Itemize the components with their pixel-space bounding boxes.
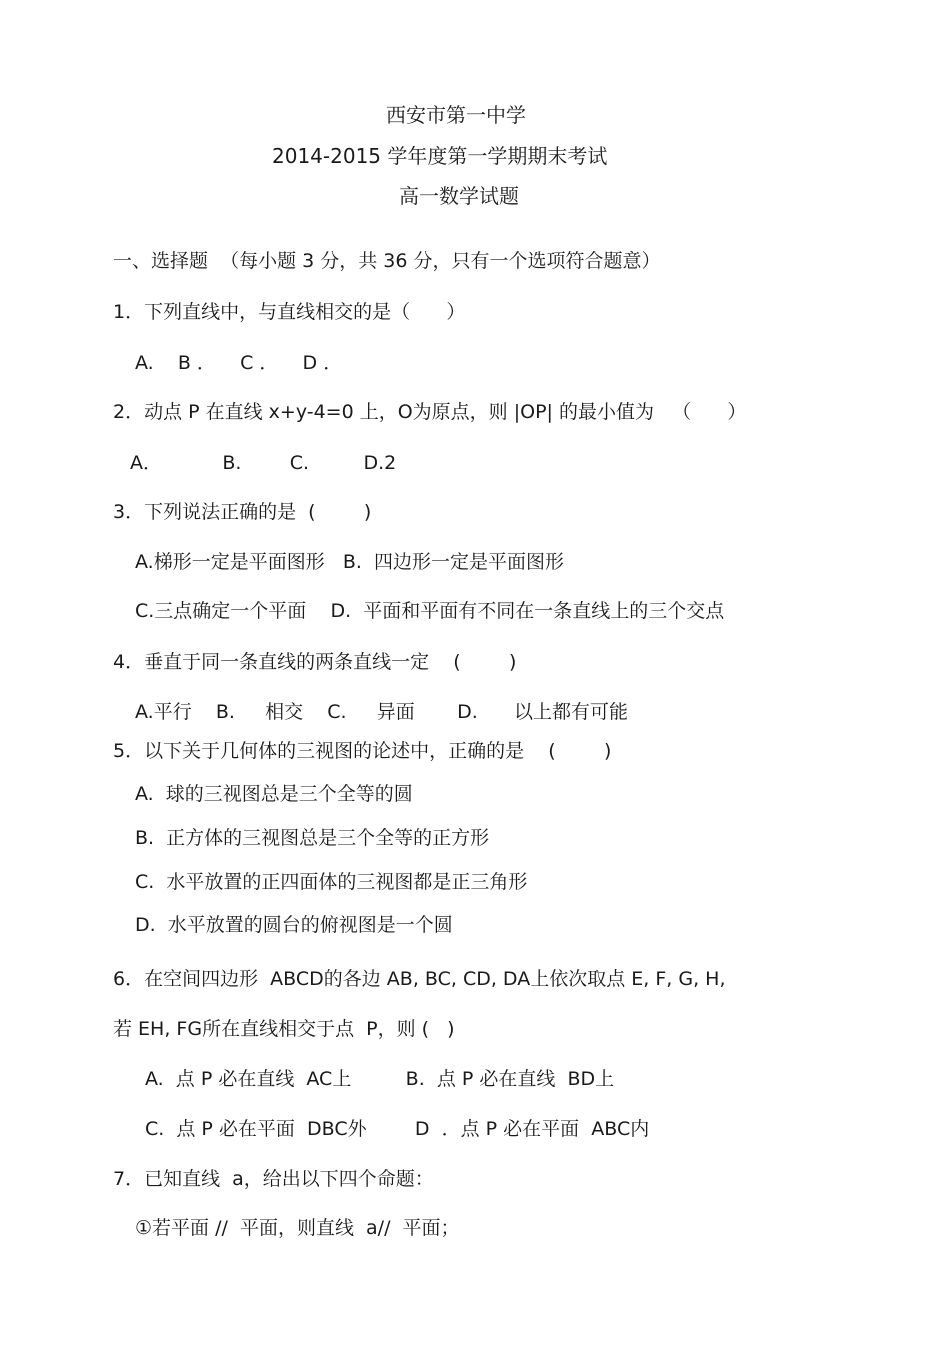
question-6-stem: 6．在空间四边形 ABCD的各边 AB, BC, CD, DA上依次取点 E, F, G, H, bbox=[113, 968, 726, 990]
subject-title: 高一数学试题 bbox=[399, 184, 519, 208]
question-2-stem: 2．动点 P 在直线 x+y-4=0 上，O为原点，则 |OP| 的最小值为 （ ） bbox=[113, 401, 747, 423]
question-7-proposition-1: ①若平面 // 平面，则直线 a// 平面； bbox=[135, 1217, 460, 1239]
school-name: 西安市第一中学 bbox=[386, 103, 526, 127]
question-6-stem-cont: 若 EH, FG所在直线相交于点 P，则 ( ) bbox=[113, 1018, 455, 1040]
section-heading: 一、选择题 （每小题 3 分，共 36 分，只有一个选项符合题意） bbox=[113, 250, 661, 272]
question-1-stem: 1．下列直线中，与直线相交的是（ ） bbox=[113, 301, 466, 323]
question-5-option-d: D. 水平放置的圆台的俯视图是一个圆 bbox=[135, 914, 453, 936]
question-5-stem: 5．以下关于几何体的三视图的论述中，正确的是 ( ) bbox=[113, 740, 612, 762]
question-6-option-cd: C. 点 P 必在平面 DBC外 D ．点 P 必在平面 ABC内 bbox=[145, 1118, 650, 1140]
question-5-option-c: C. 水平放置的正四面体的三视图都是正三角形 bbox=[135, 871, 528, 893]
question-4-options: A.平行 B. 相交 C. 异面 D. 以上都有可能 bbox=[135, 701, 628, 723]
question-3-stem: 3．下列说法正确的是 ( ) bbox=[113, 501, 372, 523]
question-4-stem: 4．垂直于同一条直线的两条直线一定 ( ) bbox=[113, 651, 517, 673]
question-3-option-cd: C.三点确定一个平面 D. 平面和平面有不同在一条直线上的三个交点 bbox=[135, 600, 725, 622]
exam-title: 2014-2015 学年度第一学期期末考试 bbox=[272, 144, 608, 168]
question-6-option-ab: A. 点 P 必在直线 AC上 B. 点 P 必在直线 BD上 bbox=[145, 1068, 615, 1090]
question-5-option-a: A. 球的三视图总是三个全等的圆 bbox=[135, 783, 413, 805]
question-3-option-ab: A.梯形一定是平面图形 B. 四边形一定是平面图形 bbox=[135, 551, 564, 573]
question-7-stem: 7．已知直线 a，给出以下四个命题： bbox=[113, 1168, 434, 1190]
question-1-options: A. B ． C ． D ． bbox=[135, 352, 343, 374]
question-2-options: A． B. C. D.2 bbox=[130, 452, 397, 474]
question-5-option-b: B. 正方体的三视图总是三个全等的正方形 bbox=[135, 827, 490, 849]
